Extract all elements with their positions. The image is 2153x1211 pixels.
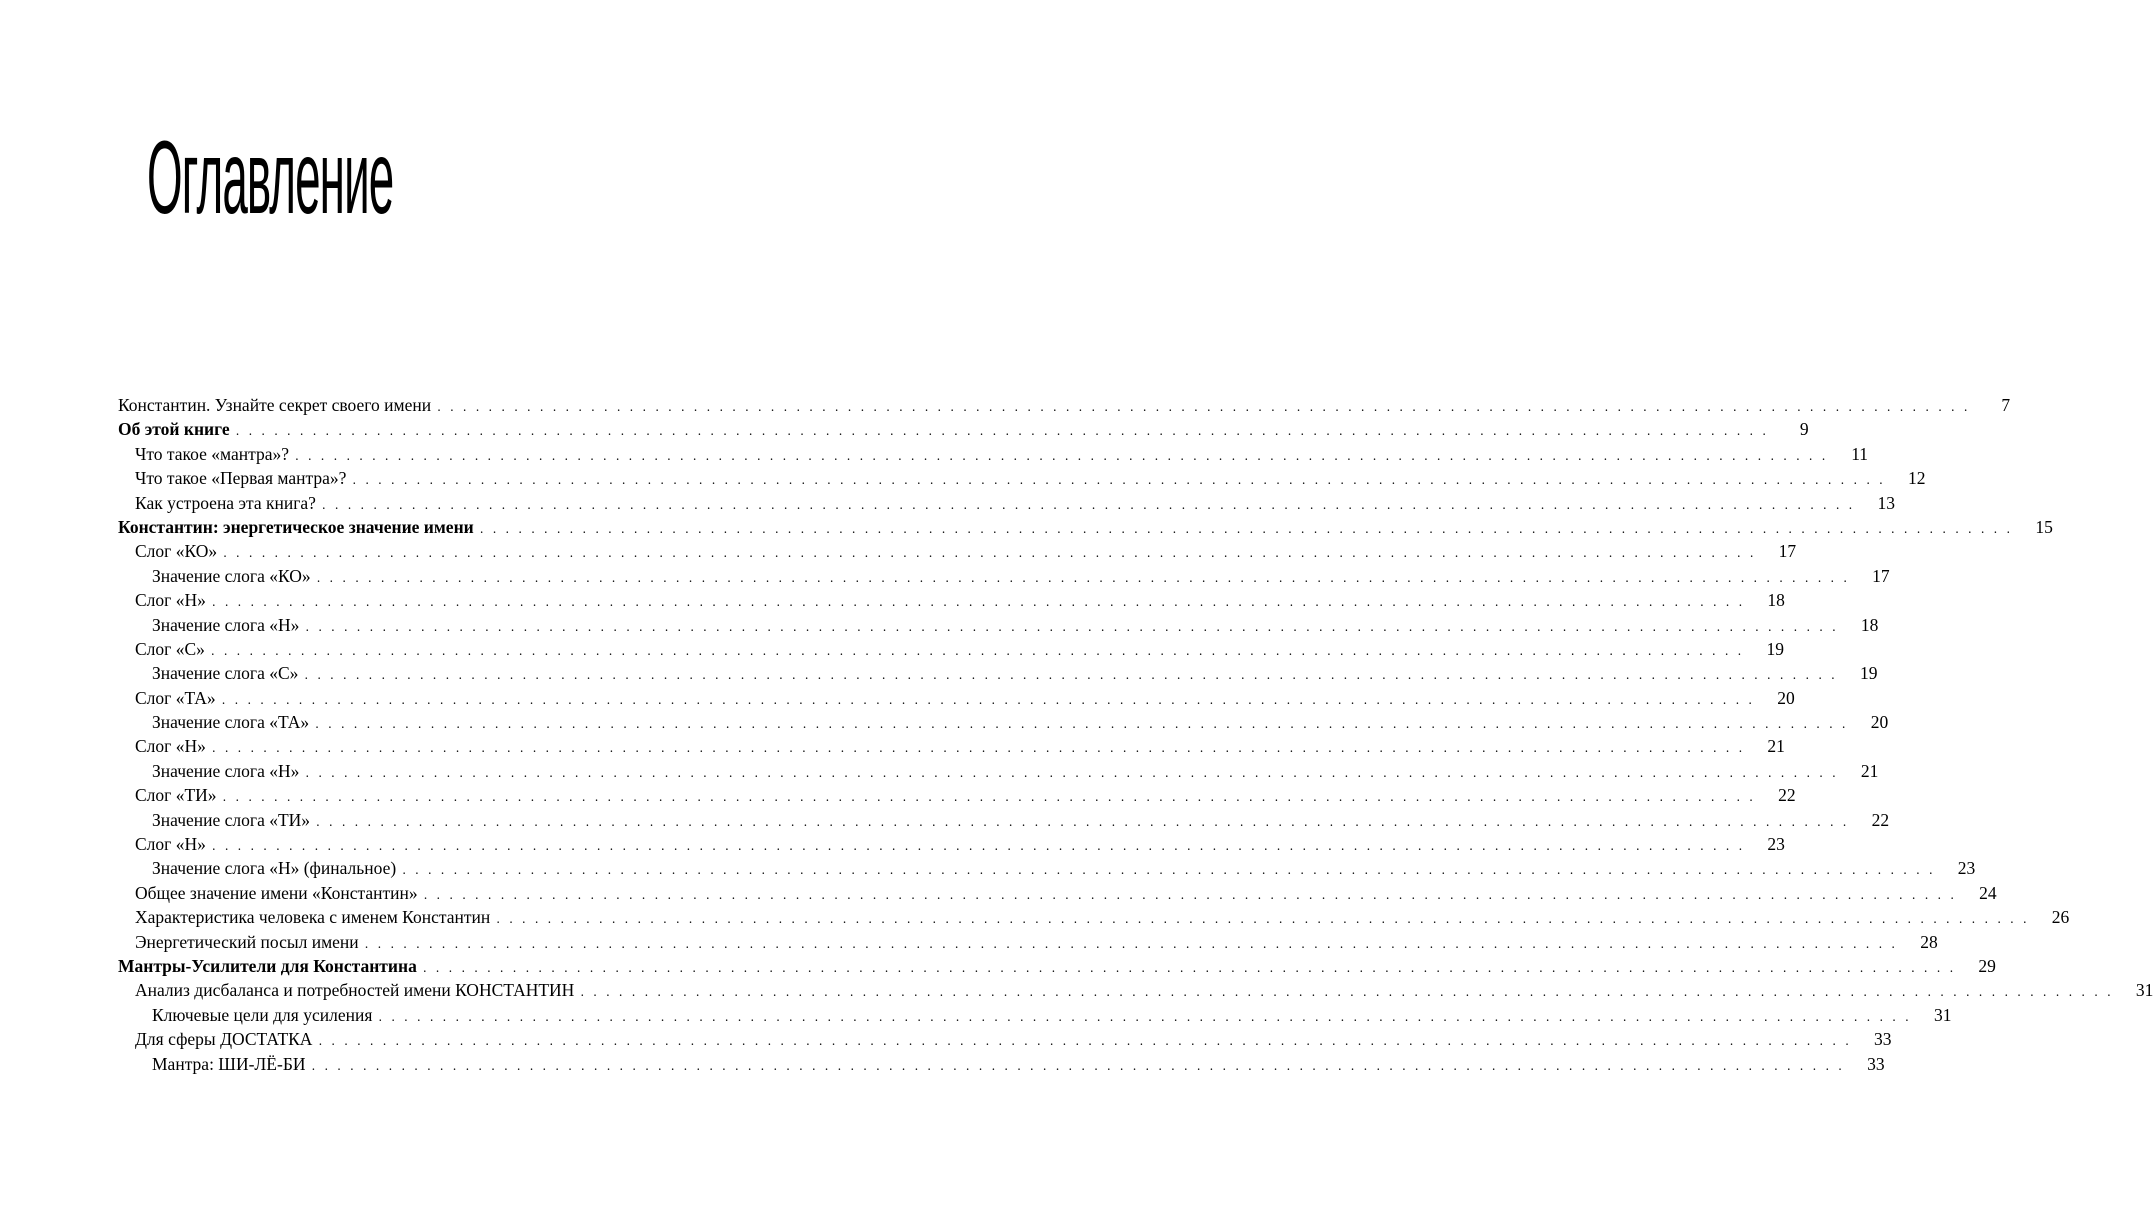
toc-entry-title: Об этой книге — [118, 419, 230, 440]
toc-entry-page-number: 23 — [1957, 858, 1976, 879]
toc-entry-page-number: 19 — [1859, 663, 1878, 684]
table-of-contents — [118, 393, 2153, 1076]
toc-entry[interactable] — [118, 832, 1785, 856]
toc-entry-title: Слог «Н» — [135, 590, 206, 611]
toc-entry-title: Слог «ТИ» — [135, 785, 217, 806]
toc-entry-title: Анализ дисбаланса и потребностей имени КОНСТАНТИН — [135, 980, 575, 1001]
toc-dot-leader: . . . . . . . . . . . . . . . . . . . . . . . . . . . . . . . . . . . . . . . . . . . . . . . . . . . . . . . . . . . . . . . . . . . . . . . . . . . . . . . . . . . . . . . . . . . . . . . . . . . . . . . . . . . . . . . . . . . . . . . . — [364, 936, 1898, 951]
toc-dot-leader: . . . . . . . . . . . . . . . . . . . . . . . . . . . . . . . . . . . . . . . . . . . . . . . . . . . . . . . . . . . . . . . . . . . . . . . . . . . . . . . . . . . . . . . . . . . . . . . . . . . . . . . . . . . . . . . . . . . . . . . . — [316, 814, 1850, 829]
toc-entry[interactable] — [118, 1052, 1885, 1076]
toc-dot-leader: . . . . . . . . . . . . . . . . . . . . . . . . . . . . . . . . . . . . . . . . . . . . . . . . . . . . . . . . . . . . . . . . . . . . . . . . . . . . . . . . . . . . . . . . . . . . . . . . . . . . . . . . . . . . . . . . . . . . . . . . — [316, 570, 1850, 585]
toc-entry[interactable] — [118, 393, 2011, 417]
toc-entry[interactable] — [118, 1027, 1892, 1051]
toc-entry[interactable] — [118, 759, 1879, 783]
toc-entry-page-number: 22 — [1778, 785, 1796, 806]
toc-entry-page-number: 9 — [1799, 419, 1809, 440]
toc-entry[interactable] — [118, 588, 1785, 612]
toc-entry[interactable] — [118, 661, 1878, 685]
toc-entry-title: Константин: энергетическое значение имени — [118, 516, 474, 537]
toc-dot-leader: . . . . . . . . . . . . . . . . . . . . . . . . . . . . . . . . . . . . . . . . . . . . . . . . . . . . . . . . . . . . . . . . . . . . . . . . . . . . . . . . . . . . . . . . . . . . . . . . . . . . . . . . . . . . . . . . . . . . . . . . — [210, 643, 1744, 658]
toc-entry-page-number: 21 — [1767, 736, 1785, 757]
toc-entry-title: Значение слога «КО» — [152, 565, 311, 586]
toc-dot-leader: . . . . . . . . . . . . . . . . . . . . . . . . . . . . . . . . . . . . . . . . . . . . . . . . . . . . . . . . . . . . . . . . . . . . . . . . . . . . . . . . . . . . . . . . . . . . . . . . . . . . . . . . . . . . . . . . . . . . . . . . — [402, 863, 1936, 878]
toc-entry-title: Энергетический посыл имени — [135, 931, 359, 952]
toc-entry-title: Что такое «Первая мантра»? — [135, 468, 347, 489]
toc-dot-leader: . . . . . . . . . . . . . . . . . . . . . . . . . . . . . . . . . . . . . . . . . . . . . . . . . . . . . . . . . . . . . . . . . . . . . . . . . . . . . . . . . . . . . . . . . . . . . . . . . . . . . . . . . . . . . . . . . . . . . . . . — [321, 497, 1855, 512]
page-title: Оглавление — [147, 120, 394, 236]
toc-entry-page-number: 15 — [2035, 516, 2053, 537]
toc-entry[interactable] — [118, 515, 2053, 539]
toc-entry[interactable] — [118, 881, 1997, 905]
toc-dot-leader: . . . . . . . . . . . . . . . . . . . . . . . . . . . . . . . . . . . . . . . . . . . . . . . . . . . . . . . . . . . . . . . . . . . . . . . . . . . . . . . . . . . . . . . . . . . . . . . . . . . . . . . . . . . . . . . . . . . . . . . . — [295, 448, 1829, 463]
toc-dot-leader: . . . . . . . . . . . . . . . . . . . . . . . . . . . . . . . . . . . . . . . . . . . . . . . . . . . . . . . . . . . . . . . . . . . . . . . . . . . . . . . . . . . . . . . . . . . . . . . . . . . . . . . . . . . . . . . . . . . . . . . . — [437, 400, 1971, 414]
toc-entry[interactable] — [118, 930, 1938, 954]
toc-entry-title: Слог «КО» — [135, 541, 218, 562]
toc-entry-page-number: 24 — [1979, 882, 1997, 903]
toc-dot-leader: . . . . . . . . . . . . . . . . . . . . . . . . . . . . . . . . . . . . . . . . . . . . . . . . . . . . . . . . . . . . . . . . . . . . . . . . . . . . . . . . . . . . . . . . . . . . . . . . . . . . . . . . . . . . . . . . . . . . . . . . — [311, 1058, 1845, 1073]
toc-entry-title: Что такое «мантра»? — [135, 443, 289, 464]
toc-entry[interactable] — [118, 442, 1869, 466]
toc-entry-title: Общее значение имени «Константин» — [135, 882, 418, 903]
toc-entry-title: Как устроена эта книга? — [135, 492, 316, 513]
toc-entry-title: Характеристика человека с именем Константин — [135, 907, 491, 928]
toc-entry-page-number: 20 — [1870, 712, 1889, 733]
toc-entry-title: Слог «С» — [135, 638, 205, 659]
toc-entry-title: Константин. Узнайте секрет своего имени — [118, 395, 432, 415]
toc-dot-leader: . . . . . . . . . . . . . . . . . . . . . . . . . . . . . . . . . . . . . . . . . . . . . . . . . . . . . . . . . . . . . . . . . . . . . . . . . . . . . . . . . . . . . . . . . . . . . . . . . . . . . . . . . . . . . . . . . . . . . . . . — [580, 985, 2114, 1000]
toc-entry[interactable] — [118, 637, 1784, 661]
toc-entry[interactable] — [118, 466, 1926, 490]
toc-entry-title: Значение слога «С» — [152, 663, 299, 684]
toc-entry[interactable] — [118, 734, 1785, 758]
toc-entry-title: Значение слога «Н» — [152, 614, 300, 635]
toc-entry-title: Значение слога «Н» — [152, 760, 300, 781]
toc-entry[interactable] — [118, 417, 1809, 441]
toc-dot-leader: . . . . . . . . . . . . . . . . . . . . . . . . . . . . . . . . . . . . . . . . . . . . . . . . . . . . . . . . . . . . . . . . . . . . . . . . . . . . . . . . . . . . . . . . . . . . . . . . . . . . . . . . . . . . . . . . . . . . . . . . — [479, 521, 2013, 536]
toc-entry-page-number: 33 — [1874, 1029, 1892, 1050]
toc-entry-page-number: 11 — [1851, 443, 1869, 464]
toc-entry-page-number: 19 — [1766, 638, 1784, 659]
toc-entry[interactable] — [118, 1003, 1952, 1027]
toc-entry-title: Слог «Н» — [135, 736, 206, 757]
toc-entry-title: Значение слога «Н» (финальное) — [152, 858, 397, 879]
toc-dot-leader: . . . . . . . . . . . . . . . . . . . . . . . . . . . . . . . . . . . . . . . . . . . . . . . . . . . . . . . . . . . . . . . . . . . . . . . . . . . . . . . . . . . . . . . . . . . . . . . . . . . . . . . . . . . . . . . . . . . . . . . . — [315, 717, 1849, 732]
toc-dot-leader: . . . . . . . . . . . . . . . . . . . . . . . . . . . . . . . . . . . . . . . . . . . . . . . . . . . . . . . . . . . . . . . . . . . . . . . . . . . . . . . . . . . . . . . . . . . . . . . . . . . . . . . . . . . . . . . . . . . . . . . . — [235, 424, 1769, 439]
toc-dot-leader: . . . . . . . . . . . . . . . . . . . . . . . . . . . . . . . . . . . . . . . . . . . . . . . . . . . . . . . . . . . . . . . . . . . . . . . . . . . . . . . . . . . . . . . . . . . . . . . . . . . . . . . . . . . . . . . . . . . . . . . . — [223, 546, 1757, 561]
toc-entry-page-number: 17 — [1778, 541, 1797, 562]
toc-entry-title: Слог «Н» — [135, 834, 206, 855]
toc-entry[interactable] — [118, 491, 1895, 515]
toc-entry[interactable] — [118, 613, 1879, 637]
toc-entry-page-number: 31 — [1933, 1004, 1952, 1025]
toc-entry[interactable] — [118, 808, 1890, 832]
toc-entry[interactable] — [118, 564, 1890, 588]
toc-entry-page-number: 33 — [1867, 1053, 1885, 1074]
toc-entry-page-number: 31 — [2135, 980, 2153, 1001]
toc-entry[interactable] — [118, 856, 1976, 880]
toc-dot-leader: . . . . . . . . . . . . . . . . . . . . . . . . . . . . . . . . . . . . . . . . . . . . . . . . . . . . . . . . . . . . . . . . . . . . . . . . . . . . . . . . . . . . . . . . . . . . . . . . . . . . . . . . . . . . . . . . . . . . . . . . — [211, 741, 1745, 756]
toc-dot-leader: . . . . . . . . . . . . . . . . . . . . . . . . . . . . . . . . . . . . . . . . . . . . . . . . . . . . . . . . . . . . . . . . . . . . . . . . . . . . . . . . . . . . . . . . . . . . . . . . . . . . . . . . . . . . . . . . . . . . . . . . — [352, 473, 1886, 488]
toc-entry-page-number: 28 — [1920, 931, 1938, 952]
toc-entry-page-number: 7 — [2001, 395, 2011, 415]
toc-entry[interactable] — [118, 686, 1795, 710]
toc-entry[interactable] — [118, 539, 1797, 563]
toc-entry-title: Ключевые цели для усиления — [152, 1004, 373, 1025]
toc-dot-leader: . . . . . . . . . . . . . . . . . . . . . . . . . . . . . . . . . . . . . . . . . . . . . . . . . . . . . . . . . . . . . . . . . . . . . . . . . . . . . . . . . . . . . . . . . . . . . . . . . . . . . . . . . . . . . . . . . . . . . . . . — [318, 1034, 1852, 1049]
toc-entry-title: Мантры-Усилители для Константина — [118, 955, 417, 976]
toc-entry[interactable] — [118, 905, 2070, 929]
toc-entry-title: Для сферы ДОСТАТКА — [135, 1029, 313, 1050]
toc-entry-page-number: 29 — [1978, 955, 1996, 976]
toc-dot-leader: . . . . . . . . . . . . . . . . . . . . . . . . . . . . . . . . . . . . . . . . . . . . . . . . . . . . . . . . . . . . . . . . . . . . . . . . . . . . . . . . . . . . . . . . . . . . . . . . . . . . . . . . . . . . . . . . . . . . . . . . — [378, 1009, 1912, 1024]
toc-dot-leader: . . . . . . . . . . . . . . . . . . . . . . . . . . . . . . . . . . . . . . . . . . . . . . . . . . . . . . . . . . . . . . . . . . . . . . . . . . . . . . . . . . . . . . . . . . . . . . . . . . . . . . . . . . . . . . . . . . . . . . . . — [423, 887, 1957, 902]
toc-entry[interactable] — [118, 783, 1796, 807]
toc-entry-title: Мантра: ШИ-ЛЁ-БИ — [152, 1053, 306, 1074]
toc-entry-page-number: 18 — [1860, 614, 1879, 635]
toc-entry[interactable] — [118, 710, 1889, 734]
toc-entry-page-number: 13 — [1877, 492, 1895, 513]
toc-dot-leader: . . . . . . . . . . . . . . . . . . . . . . . . . . . . . . . . . . . . . . . . . . . . . . . . . . . . . . . . . . . . . . . . . . . . . . . . . . . . . . . . . . . . . . . . . . . . . . . . . . . . . . . . . . . . . . . . . . . . . . . . — [305, 619, 1839, 634]
toc-entry-title: Значение слога «ТА» — [152, 712, 310, 733]
toc-entry[interactable] — [118, 954, 1996, 978]
toc-entry-page-number: 21 — [1860, 760, 1879, 781]
toc-entry[interactable] — [118, 978, 2153, 1002]
toc-entry-page-number: 22 — [1871, 809, 1890, 830]
toc-entry-page-number: 26 — [2051, 907, 2070, 928]
toc-entry-page-number: 20 — [1777, 687, 1795, 708]
toc-entry-title: Слог «ТА» — [135, 687, 216, 708]
toc-dot-leader: . . . . . . . . . . . . . . . . . . . . . . . . . . . . . . . . . . . . . . . . . . . . . . . . . . . . . . . . . . . . . . . . . . . . . . . . . . . . . . . . . . . . . . . . . . . . . . . . . . . . . . . . . . . . . . . . . . . . . . . . — [221, 692, 1755, 707]
toc-dot-leader: . . . . . . . . . . . . . . . . . . . . . . . . . . . . . . . . . . . . . . . . . . . . . . . . . . . . . . . . . . . . . . . . . . . . . . . . . . . . . . . . . . . . . . . . . . . . . . . . . . . . . . . . . . . . . . . . . . . . . . . . — [496, 912, 2030, 927]
toc-entry-page-number: 17 — [1872, 565, 1890, 586]
toc-dot-leader: . . . . . . . . . . . . . . . . . . . . . . . . . . . . . . . . . . . . . . . . . . . . . . . . . . . . . . . . . . . . . . . . . . . . . . . . . . . . . . . . . . . . . . . . . . . . . . . . . . . . . . . . . . . . . . . . . . . . . . . . — [211, 839, 1745, 854]
toc-dot-leader: . . . . . . . . . . . . . . . . . . . . . . . . . . . . . . . . . . . . . . . . . . . . . . . . . . . . . . . . . . . . . . . . . . . . . . . . . . . . . . . . . . . . . . . . . . . . . . . . . . . . . . . . . . . . . . . . . . . . . . . . — [304, 668, 1838, 683]
toc-entry-title: Значение слога «ТИ» — [152, 809, 311, 830]
toc-dot-leader: . . . . . . . . . . . . . . . . . . . . . . . . . . . . . . . . . . . . . . . . . . . . . . . . . . . . . . . . . . . . . . . . . . . . . . . . . . . . . . . . . . . . . . . . . . . . . . . . . . . . . . . . . . . . . . . . . . . . . . . . — [422, 960, 1956, 975]
toc-entry-page-number: 12 — [1907, 468, 1926, 489]
toc-dot-leader: . . . . . . . . . . . . . . . . . . . . . . . . . . . . . . . . . . . . . . . . . . . . . . . . . . . . . . . . . . . . . . . . . . . . . . . . . . . . . . . . . . . . . . . . . . . . . . . . . . . . . . . . . . . . . . . . . . . . . . . . — [222, 790, 1756, 805]
toc-entry-page-number: 18 — [1767, 590, 1785, 611]
toc-dot-leader: . . . . . . . . . . . . . . . . . . . . . . . . . . . . . . . . . . . . . . . . . . . . . . . . . . . . . . . . . . . . . . . . . . . . . . . . . . . . . . . . . . . . . . . . . . . . . . . . . . . . . . . . . . . . . . . . . . . . . . . . — [305, 765, 1839, 780]
toc-entry-page-number: 23 — [1767, 834, 1785, 855]
toc-dot-leader: . . . . . . . . . . . . . . . . . . . . . . . . . . . . . . . . . . . . . . . . . . . . . . . . . . . . . . . . . . . . . . . . . . . . . . . . . . . . . . . . . . . . . . . . . . . . . . . . . . . . . . . . . . . . . . . . . . . . . . . . — [211, 595, 1745, 610]
